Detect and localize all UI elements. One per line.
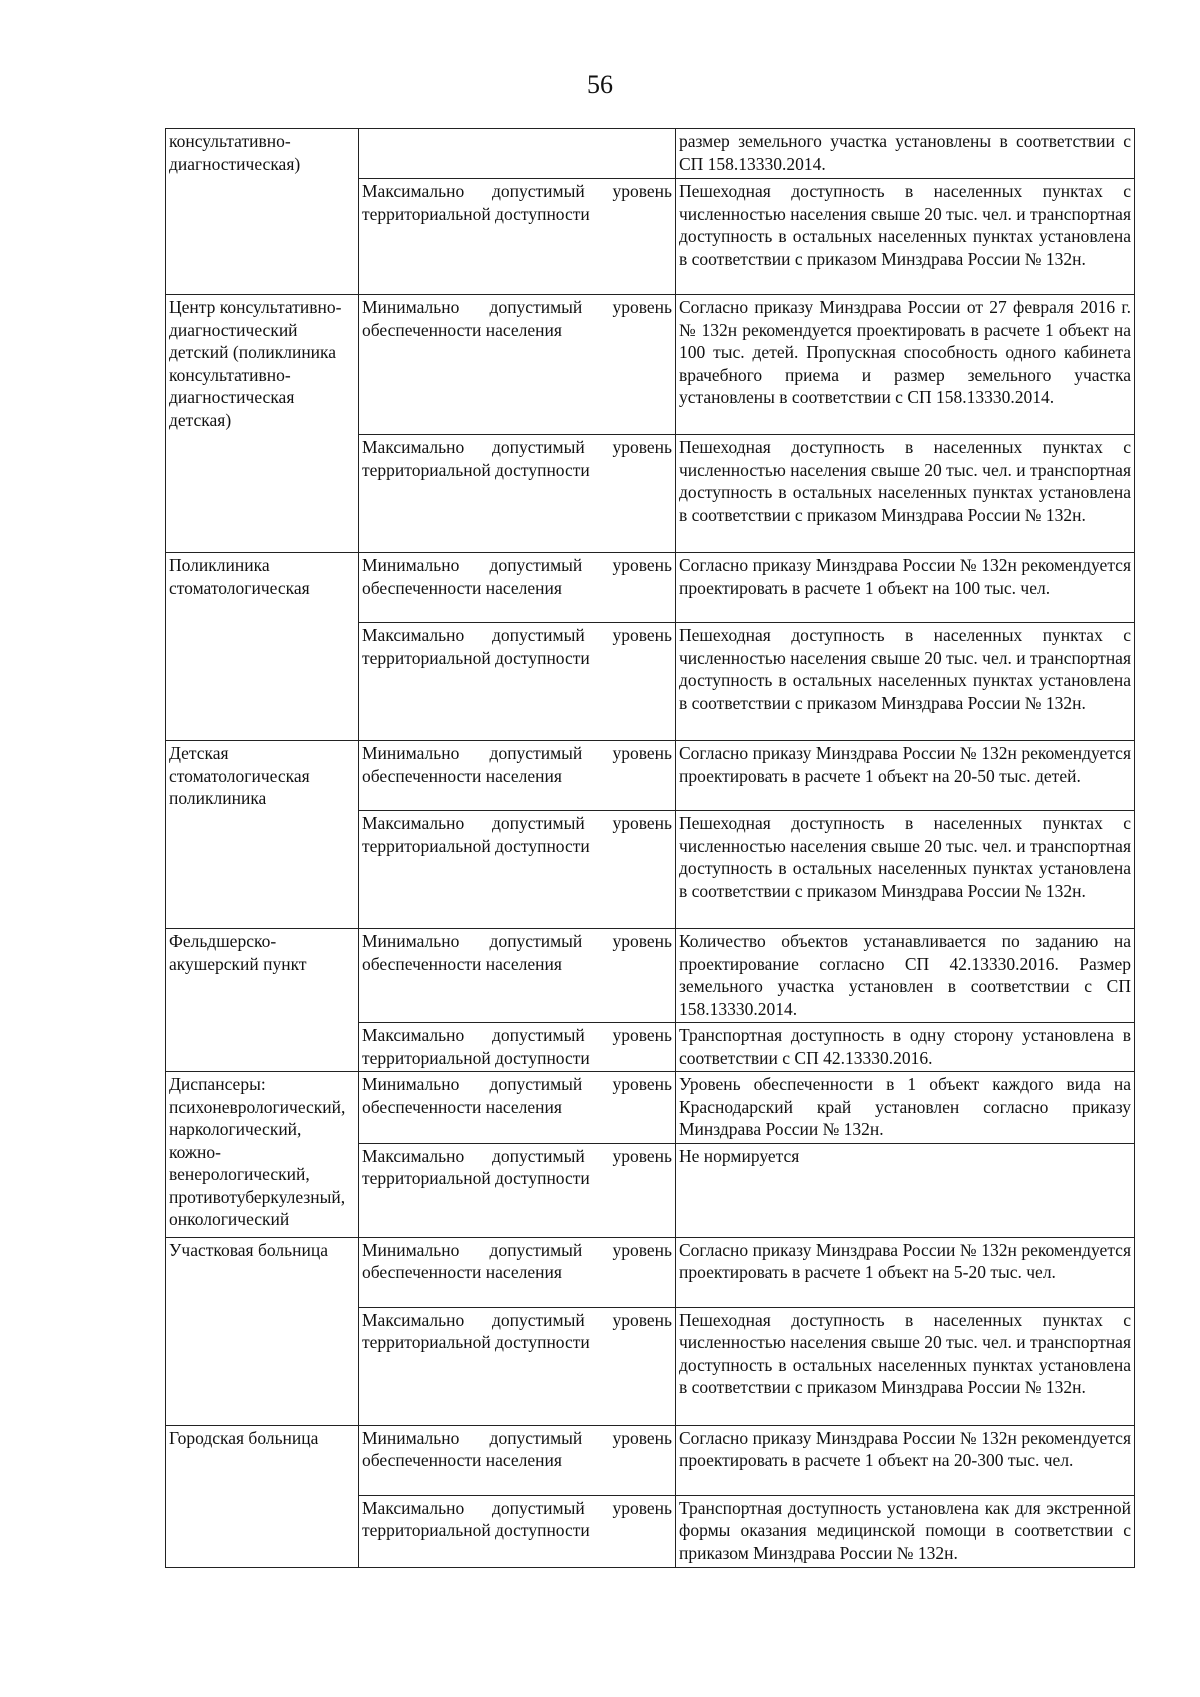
indicator-value-cell	[676, 435, 1135, 553]
indicator-name-cell	[359, 741, 676, 811]
indicator-value: Согласно приказу Минздрава России № 132н рекомендуется проектировать в расчете 1 объект на 100 тыс. чел.	[679, 555, 1131, 598]
indicator-name-cell	[359, 295, 676, 435]
indicator-name: Максимально допустимый уровень территориальной доступности	[362, 1497, 672, 1540]
indicator-value-cell	[676, 1023, 1135, 1072]
table-row	[166, 1237, 1135, 1307]
facility-name: Диспансеры: психоневрологический, наркологический, кожно-венерологический, противотуберкулезный, онкологический	[169, 1074, 346, 1229]
indicator-name-cell	[359, 435, 676, 553]
indicator-name-cell	[359, 1495, 676, 1567]
indicator-value-cell	[676, 1072, 1135, 1144]
facility-name: Участковая больница	[169, 1239, 328, 1260]
facility-cell	[166, 741, 359, 929]
indicator-value: Согласно приказу Минздрава России № 132н рекомендуется проектировать в расчете 1 объект на 20-300 тыс. чел.	[679, 1427, 1131, 1470]
facility-cell	[166, 295, 359, 553]
indicator-value-cell	[676, 295, 1135, 435]
indicator-name: Минимально допустимый уровень обеспеченности населения	[362, 297, 672, 340]
page-number: 56	[587, 70, 613, 99]
indicator-value: Пешеходная доступность в населенных пунктах с численностью населения свыше 20 тыс. чел. и транспортная доступность в остальных населенных пунктах установлена в соответствии с приказом Минздрава России № 132н.	[679, 181, 1131, 269]
indicator-name: Максимально допустимый уровень территориальной доступности	[362, 1309, 672, 1352]
facility-cell	[166, 1237, 359, 1425]
indicator-value-cell	[676, 553, 1135, 623]
indicator-value: Транспортная доступность в одну сторону установлена в соответствии с СП 42.13330.2016.	[679, 1025, 1131, 1068]
indicator-value: Пешеходная доступность в населенных пунктах с численностью населения свыше 20 тыс. чел. и транспортная доступность в остальных населенных пунктах установлена в соответствии с приказом Минздрава России № 132н.	[679, 437, 1131, 525]
table-row	[166, 129, 1135, 179]
table-row	[166, 1425, 1135, 1495]
indicator-value: размер земельного участка установлены в соответствии с СП 158.13330.2014.	[679, 131, 1131, 174]
indicator-value-cell	[676, 929, 1135, 1023]
facility-name: Фельдшерско-акушерский пункт	[169, 931, 307, 974]
facility-name: Детская стоматологическая поликлиника	[169, 743, 310, 808]
indicator-value-cell	[676, 1143, 1135, 1237]
indicator-value-cell	[676, 1307, 1135, 1425]
facility-name: Городская больница	[169, 1427, 319, 1448]
table-row	[166, 1072, 1135, 1144]
indicator-value-cell	[676, 623, 1135, 741]
indicator-name: Минимально допустимый уровень обеспеченности населения	[362, 1427, 672, 1470]
table-row	[166, 553, 1135, 623]
indicator-value: Согласно приказу Минздрава России № 132н рекомендуется проектировать в расчете 1 объект на 20-50 тыс. детей.	[679, 743, 1131, 786]
indicator-name-cell	[359, 929, 676, 1023]
indicator-value-cell	[676, 1425, 1135, 1495]
indicator-name-cell	[359, 129, 676, 179]
facility-cell	[166, 129, 359, 295]
indicator-name-cell	[359, 811, 676, 929]
indicator-name-cell	[359, 1143, 676, 1237]
facility-cell	[166, 553, 359, 741]
indicator-value-cell	[676, 1495, 1135, 1567]
indicator-name: Максимально допустимый уровень территориальной доступности	[362, 1025, 672, 1068]
indicator-name: Максимально допустимый уровень территориальной доступности	[362, 1145, 672, 1188]
indicator-value: Пешеходная доступность в населенных пунктах с численностью населения свыше 20 тыс. чел. и транспортная доступность в остальных населенных пунктах установлена в соответствии с приказом Минздрава России № 132н.	[679, 625, 1131, 713]
indicator-name: Минимально допустимый уровень обеспеченности населения	[362, 743, 672, 786]
indicator-name-cell	[359, 1425, 676, 1495]
norms-table	[165, 128, 1135, 1568]
indicator-value: Уровень обеспеченности в 1 объект каждого вида на Краснодарский край установлен согласно приказу Минздрава России № 132н.	[679, 1074, 1131, 1139]
indicator-value: Пешеходная доступность в населенных пунктах с численностью населения свыше 20 тыс. чел. и транспортная доступность в остальных населенных пунктах установлена в соответствии с приказом Минздрава России № 132н.	[679, 813, 1131, 901]
table-row	[166, 741, 1135, 811]
facility-name: консультативно- диагностическая)	[169, 131, 301, 174]
indicator-name-cell	[359, 1237, 676, 1307]
indicator-name-cell	[359, 1023, 676, 1072]
indicator-name-cell	[359, 553, 676, 623]
indicator-value-cell	[676, 741, 1135, 811]
indicator-value-cell	[676, 1237, 1135, 1307]
facility-cell	[166, 1425, 359, 1567]
indicator-name-cell	[359, 1307, 676, 1425]
indicator-name-cell	[359, 1072, 676, 1144]
facility-cell	[166, 929, 359, 1072]
indicator-value: Согласно приказу Минздрава России № 132н рекомендуется проектировать в расчете 1 объект на 5-20 тыс. чел.	[679, 1239, 1131, 1282]
indicator-name: Максимально допустимый уровень территориальной доступности	[362, 181, 672, 224]
indicator-value: Транспортная доступность установлена как для экстренной формы оказания медицинской помощи в соответствии с приказом Минздрава России № 132н.	[679, 1497, 1131, 1563]
table-row	[166, 929, 1135, 1023]
indicator-value-cell	[676, 811, 1135, 929]
indicator-name: Минимально допустимый уровень обеспеченности населения	[362, 931, 672, 974]
indicator-name: Максимально допустимый уровень территориальной доступности	[362, 625, 672, 668]
indicator-name: Минимально допустимый уровень обеспеченности населения	[362, 1074, 672, 1117]
facility-cell	[166, 1072, 359, 1238]
indicator-value: Пешеходная доступность в населенных пунктах с численностью населения свыше 20 тыс. чел. и транспортная доступность в остальных населенных пунктах установлена в соответствии с приказом Минздрава России № 132н.	[679, 1309, 1131, 1397]
indicator-name: Максимально допустимый уровень территориальной доступности	[362, 813, 672, 856]
indicator-value: Согласно приказу Минздрава России от 27 февраля 2016 г. № 132н рекомендуется проектировать в расчете 1 объект на 100 тыс. детей. Пропускная способность одного кабинета врачебного приема и размер земельного участка установлены в соответствии с СП 158.13330.2014.	[679, 297, 1131, 407]
facility-name: Центр консультативно-диагностический детский (поликлиника консультативно-диагностическая детская)	[169, 297, 342, 430]
indicator-name: Минимально допустимый уровень обеспеченности населения	[362, 555, 672, 598]
table-row	[166, 295, 1135, 435]
indicator-value: Не нормируется	[679, 1145, 800, 1166]
indicator-value-cell	[676, 129, 1135, 179]
indicator-value: Количество объектов устанавливается по заданию на проектирование согласно СП 42.13330.2016. Размер земельного участка установлен в соответствии с СП 158.13330.2014.	[679, 931, 1131, 1019]
indicator-name-cell	[359, 179, 676, 295]
indicator-name: Максимально допустимый уровень территориальной доступности	[362, 437, 672, 480]
facility-name: Поликлиника стоматологическая	[169, 555, 310, 598]
indicator-name-cell	[359, 623, 676, 741]
indicator-name: Минимально допустимый уровень обеспеченности населения	[362, 1239, 672, 1282]
indicator-value-cell	[676, 179, 1135, 295]
